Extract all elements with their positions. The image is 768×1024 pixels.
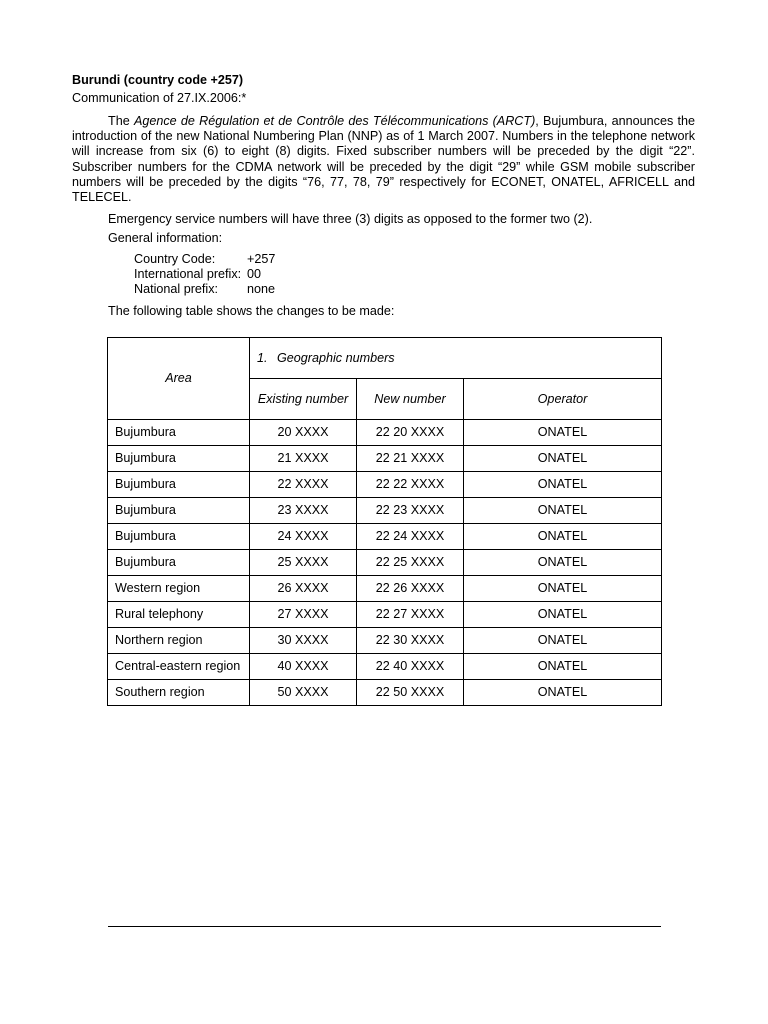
info-row-country-code xyxy=(134,252,275,267)
general-info-list xyxy=(134,252,275,297)
header-group-label: Geographic numbers xyxy=(277,350,395,365)
info-label: International prefix: xyxy=(134,267,242,281)
table-row xyxy=(108,680,662,706)
agency-name: Agence de Régulation et de Contrôle des Télécommunications (ARCT) xyxy=(133,114,536,128)
cell-operator: ONATEL xyxy=(464,498,662,524)
cell-existing-number: 25 XXXX xyxy=(250,550,357,576)
header-area: Area xyxy=(108,338,250,420)
cell-new-number: 22 27 XXXX xyxy=(357,602,464,628)
cell-existing-number: 27 XXXX xyxy=(250,602,357,628)
cell-new-number: 22 25 XXXX xyxy=(357,550,464,576)
cell-new-number: 22 24 XXXX xyxy=(357,524,464,550)
info-value: none xyxy=(247,282,276,296)
cell-operator: ONATEL xyxy=(464,654,662,680)
cell-operator: ONATEL xyxy=(464,550,662,576)
cell-new-number: 22 21 XXXX xyxy=(357,446,464,472)
cell-existing-number: 40 XXXX xyxy=(250,654,357,680)
cell-new-number: 22 30 XXXX xyxy=(357,628,464,654)
cell-new-number: 22 20 XXXX xyxy=(357,420,464,446)
cell-area: Western region xyxy=(108,576,250,602)
cell-existing-number: 22 XXXX xyxy=(250,472,357,498)
cell-new-number: 22 22 XXXX xyxy=(357,472,464,498)
cell-new-number: 22 26 XXXX xyxy=(357,576,464,602)
cell-existing-number: 50 XXXX xyxy=(250,680,357,706)
cell-existing-number: 24 XXXX xyxy=(250,524,357,550)
cell-new-number: 22 40 XXXX xyxy=(357,654,464,680)
table-row xyxy=(108,602,662,628)
intro-paragraph xyxy=(72,114,695,205)
table-row xyxy=(108,498,662,524)
table-row xyxy=(108,446,662,472)
cell-existing-number: 20 XXXX xyxy=(250,420,357,446)
table-row xyxy=(108,576,662,602)
info-row-international-prefix xyxy=(134,267,275,282)
table-row xyxy=(108,654,662,680)
table-row xyxy=(108,524,662,550)
info-value: +257 xyxy=(247,252,276,266)
cell-area: Bujumbura xyxy=(108,472,250,498)
cell-area: Bujumbura xyxy=(108,524,250,550)
cell-operator: ONATEL xyxy=(464,446,662,472)
header-new-number: New number xyxy=(357,379,464,420)
emergency-note: Emergency service numbers will have three (3) digits as opposed to the former two (2). xyxy=(108,212,593,226)
cell-operator: ONATEL xyxy=(464,524,662,550)
cell-operator: ONATEL xyxy=(464,420,662,446)
header-geographic-numbers xyxy=(250,338,662,379)
info-label: Country Code: xyxy=(134,252,216,266)
paragraph-prefix: The xyxy=(108,114,134,128)
header-existing-number: Existing number xyxy=(250,379,357,420)
cell-new-number: 22 50 XXXX xyxy=(357,680,464,706)
header-group-number: 1. xyxy=(257,350,268,365)
cell-existing-number: 26 XXXX xyxy=(250,576,357,602)
cell-operator: ONATEL xyxy=(464,680,662,706)
numbering-table xyxy=(107,337,662,706)
info-row-national-prefix xyxy=(134,282,275,297)
cell-operator: ONATEL xyxy=(464,602,662,628)
info-value: 00 xyxy=(247,267,262,281)
table-row xyxy=(108,550,662,576)
table-row xyxy=(108,420,662,446)
table-body xyxy=(108,420,662,706)
communication-date: Communication of 27.IX.2006:* xyxy=(72,91,247,105)
footnote-divider xyxy=(108,926,661,927)
header-operator: Operator xyxy=(464,379,662,420)
cell-area: Bujumbura xyxy=(108,420,250,446)
cell-existing-number: 21 XXXX xyxy=(250,446,357,472)
table-row xyxy=(108,472,662,498)
cell-area: Bujumbura xyxy=(108,550,250,576)
table-intro: The following table shows the changes to be made: xyxy=(108,304,395,318)
general-info-label: General information: xyxy=(108,231,223,245)
cell-operator: ONATEL xyxy=(464,576,662,602)
cell-new-number: 22 23 XXXX xyxy=(357,498,464,524)
cell-operator: ONATEL xyxy=(464,472,662,498)
cell-area: Bujumbura xyxy=(108,498,250,524)
cell-existing-number: 30 XXXX xyxy=(250,628,357,654)
cell-existing-number: 23 XXXX xyxy=(250,498,357,524)
cell-area: Rural telephony xyxy=(108,602,250,628)
table-row xyxy=(108,628,662,654)
info-label: National prefix: xyxy=(134,282,218,296)
cell-operator: ONATEL xyxy=(464,628,662,654)
paragraph-body: , Bujumbura, announces the introduction of the new National Numbering Plan (NNP) as of 1 March 2007. Numbers in the telephone network will increase from six (6) to eight (8) digits. Fixed subscriber numbers will be preceded by the digit “22”. Subscriber numbers for the CDMA network will be preceded by the digit “29” while GSM mobile subscriber numbers will be preceded by the digits “76, 77, 78, 79” respectively for ECONET, ONATEL, AFRICELL and TELECEL. xyxy=(72,114,695,205)
cell-area: Northern region xyxy=(108,628,250,654)
page-title: Burundi (country code +257) xyxy=(72,73,244,87)
cell-area: Central-eastern region xyxy=(108,654,250,680)
cell-area: Bujumbura xyxy=(108,446,250,472)
cell-area: Southern region xyxy=(108,680,250,706)
